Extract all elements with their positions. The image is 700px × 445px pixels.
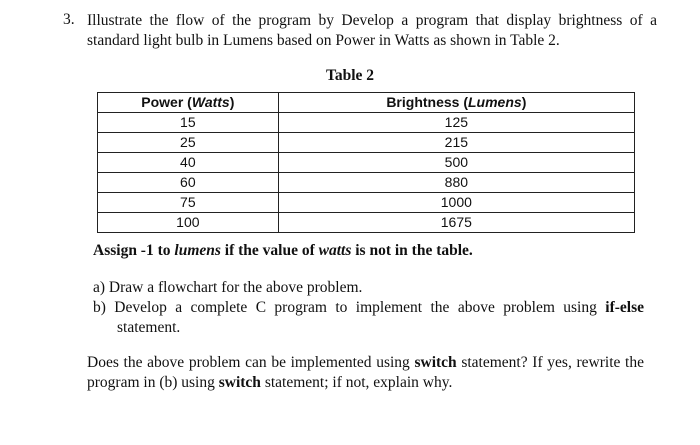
watts-cell: 100: [98, 213, 279, 233]
lumens-cell: 500: [278, 153, 634, 173]
watts-cell: 60: [98, 173, 279, 193]
brightness-header: Brightness (Lumens): [278, 93, 634, 113]
table-row: [98, 173, 635, 193]
watts-cell: 75: [98, 193, 279, 213]
table-row: [98, 113, 635, 133]
table-row: [98, 213, 635, 233]
task-b-text: b) Develop a complete C program to implement the above problem using: [93, 299, 597, 316]
task-a: a) Draw a flowchart for the above problem.: [93, 279, 363, 296]
assign-note: Assign -1 to lumens if the value of watts is not in the table.: [93, 242, 473, 259]
task-b-line2: statement.: [117, 319, 181, 336]
lumens-cell: 880: [278, 173, 634, 193]
task-b: [93, 298, 644, 338]
table-header-row: [98, 93, 635, 113]
task-b-keyword: if-else: [605, 299, 645, 316]
lumens-cell: 1000: [278, 193, 634, 213]
question-text: Illustrate the flow of the program by Develop a program that display brightness of a standard light bulb in Lumens based on Power in Watts as shown in Table 2.: [87, 12, 657, 49]
table-row: [98, 193, 635, 213]
watts-cell: 40: [98, 153, 279, 173]
table-row: [98, 133, 635, 153]
switch-question: Does the above problem can be implemented using switch statement? If yes, rewrite the program in (b) using switch statement; if not, explain why.: [87, 354, 644, 391]
watts-cell: 15: [98, 113, 279, 133]
lumens-cell: 215: [278, 133, 634, 153]
brightness-table: [97, 92, 635, 233]
watts-cell: 25: [98, 133, 279, 153]
table-title: Table 2: [325, 67, 375, 84]
power-header: Power (Watts): [98, 93, 279, 113]
lumens-cell: 1675: [278, 213, 634, 233]
table-row: [98, 153, 635, 173]
lumens-cell: 125: [278, 113, 634, 133]
question-number: 3.: [63, 11, 75, 28]
